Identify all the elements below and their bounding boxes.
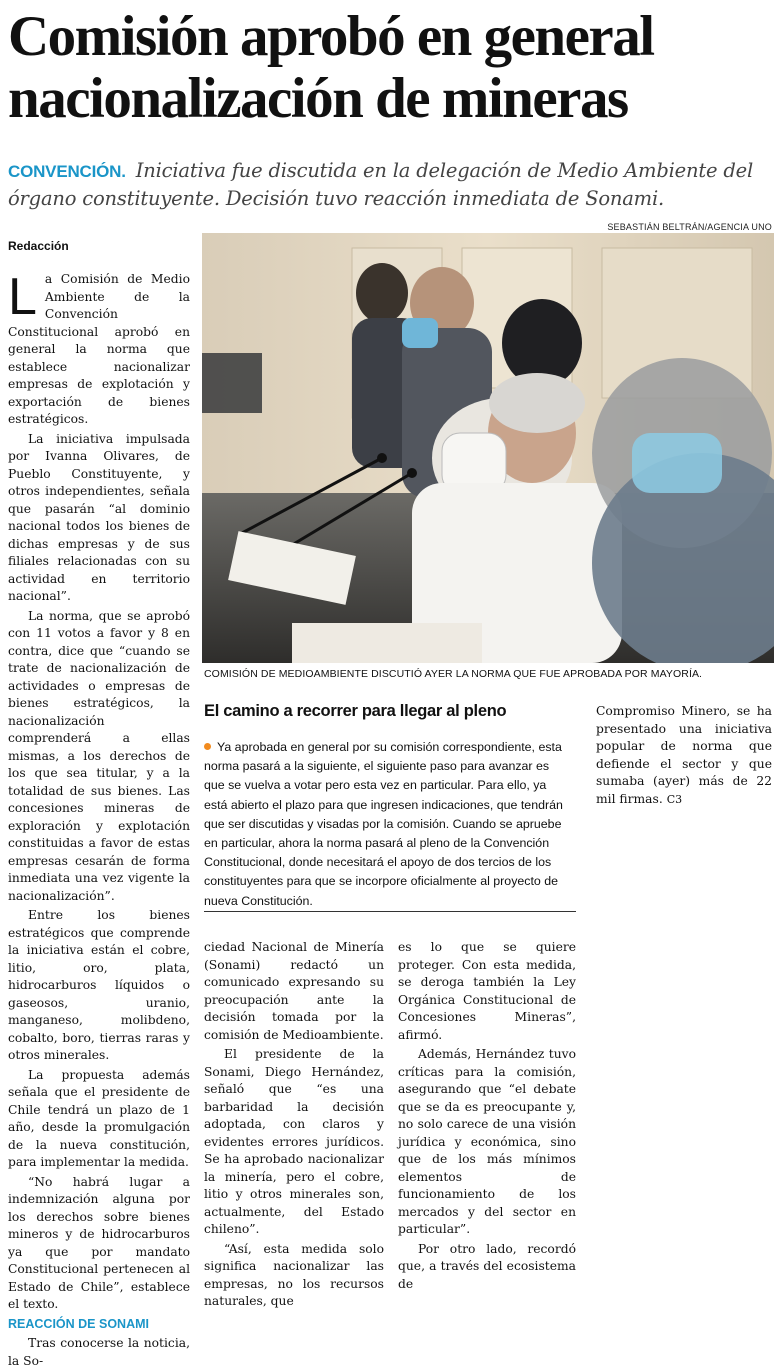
paragraph: Por otro lado, recordó que, a través del ecosistema de [398, 1241, 576, 1291]
deck [8, 157, 768, 212]
sidebar-box-body: Ya aprobada en general por su comisión correspondiente, esta norma pasará a la siguiente, el siguiente paso para avanzar es que se vuelva a votar pero esta vez en particular. Para ello, ya está abierto el plazo para que ingresen indicaciones, que tendrán que ser discutidas y visadas por la comisión. Cuando se apruebe en particular, ahora la norma pasará al pleno de la Convención Constitucional, donde necesitará el apoyo de dos tercios de los constituyentes para que se incorpore oficialmente al proyecto de nueva Constitución. [204, 740, 563, 908]
bullet-icon [204, 743, 211, 750]
paragraph [596, 703, 772, 808]
byline: Redacción [8, 239, 69, 253]
sidebar-box-text [204, 738, 572, 911]
deck-text: Iniciativa fue discutida en la delegación de Medio Ambiente del órgano constituyente. Decisión tuvo reacción inmediata de Sonami. [8, 159, 753, 210]
paragraph: ciedad Nacional de Minería (Sonami) redactó un comunicado expresando su preocupación ante la decisión tomada por la comisión de Medioambiente. [204, 940, 384, 1042]
paragraph: “No habrá lugar a indemnización alguna por los derechos sobre bienes mineros y de hidrocarburos ya que por mandato Constitucional pertenecen al Estado de Chile”, establece el texto. [8, 1174, 190, 1311]
subhead: REACCIÓN DE SONAMI [8, 1316, 149, 1331]
dropcap: L [8, 268, 37, 326]
headline [8, 6, 778, 130]
divider [204, 911, 576, 912]
headline-line-1: Comisión aprobó en general [8, 5, 654, 68]
paragraph: Además, Hernández tuvo críticas para la comisión, asegurando que “el debate que se da es preocupante y, no solo carece de una visión jurídica y económica, sino que de los más mínimos elementos de funcionamiento de los mercados y del sector en particular”. [398, 1047, 576, 1236]
paragraph: Tras conocerse la noticia, la So- [8, 1336, 190, 1368]
column-1 [8, 268, 190, 1372]
photo-caption: COMISIÓN DE MEDIOAMBIENTE DISCUTIÓ AYER LA NORMA QUE FUE APROBADA POR MAYORÍA. [204, 668, 703, 680]
headline-line-2: nacionalización de mineras [8, 67, 628, 130]
end-mark: C3 [666, 792, 683, 806]
paragraph: a Comisión de Medio Ambiente de la Convención Constitucional aprobó en general la norma que establece nacionalizar empresas de explotación y exportación de bienes estratégicos. [8, 272, 190, 426]
column-4-text: Compromiso Minero, se ha presentado una iniciativa popular de norma que defiende el sector y que sumaba (ayer) más de 22 mil firmas. [596, 704, 772, 806]
sidebar-box-title: El camino a recorrer para llegar al pleno [204, 702, 507, 720]
kicker: CONVENCIÓN. [8, 162, 126, 181]
news-photo [202, 233, 774, 663]
paragraph: La norma, que se aprobó con 11 votos a favor y 8 en contra, dice que “cuando se trate de nacionalización de actividades o empresas de bienes estratégicos, la nacionalización comprenderá a ellas mismas, a los derechos de los que sea titular, y a la totalidad de sus bienes. Las concesiones mineras de exploración y explotación constituidas a favor de estas empresas cesarán de forma inmediata una vez vigente la nacionalización”. [8, 608, 190, 903]
column-2 [204, 939, 384, 1313]
paragraph: “Así, esta medida solo significa nacionalizar las empresas, no los recursos naturales, que [204, 1241, 384, 1308]
paragraph: Entre los bienes estratégicos que comprende la iniciativa están el cobre, litio, oro, plata, hidrocarburos líquidos o gaseosos, uranio, manganeso, molibdeno, cobalto, boro, tierras raras y otros minerales. [8, 908, 190, 1062]
paragraph: es lo que se quiere proteger. Con esta medida, se deroga también la Ley Orgánica Constitucional de Concesiones Mineras”, afirmó. [398, 940, 576, 1042]
paragraph: La iniciativa impulsada por Ivanna Olivares, de Pueblo Constituyente, y otros independientes, señala que pasarán “al dominio nacional todos los bienes de dichas empresas y de sus filiales relacionadas con su actividad en territorio nacional”. [8, 431, 190, 603]
photo-credit: SEBASTIÁN BELTRÁN/AGENCIA UNO [607, 222, 772, 232]
paragraph: La propuesta además señala que el presidente de Chile tendrá un plazo de 1 año, desde la promulgación de la nueva constitución, para implementar la medida. [8, 1067, 190, 1169]
column-4 [596, 703, 772, 810]
paragraph: El presidente de la Sonami, Diego Hernández, señaló que “es una barbaridad la decisión adoptada, con claros y evidentes errores jurídicos. Se ha aprobado nacionalizar la minería, pero el cobre, litio y otros minerales son, actualmente, del Estado chileno”. [204, 1047, 384, 1236]
column-3 [398, 939, 576, 1295]
